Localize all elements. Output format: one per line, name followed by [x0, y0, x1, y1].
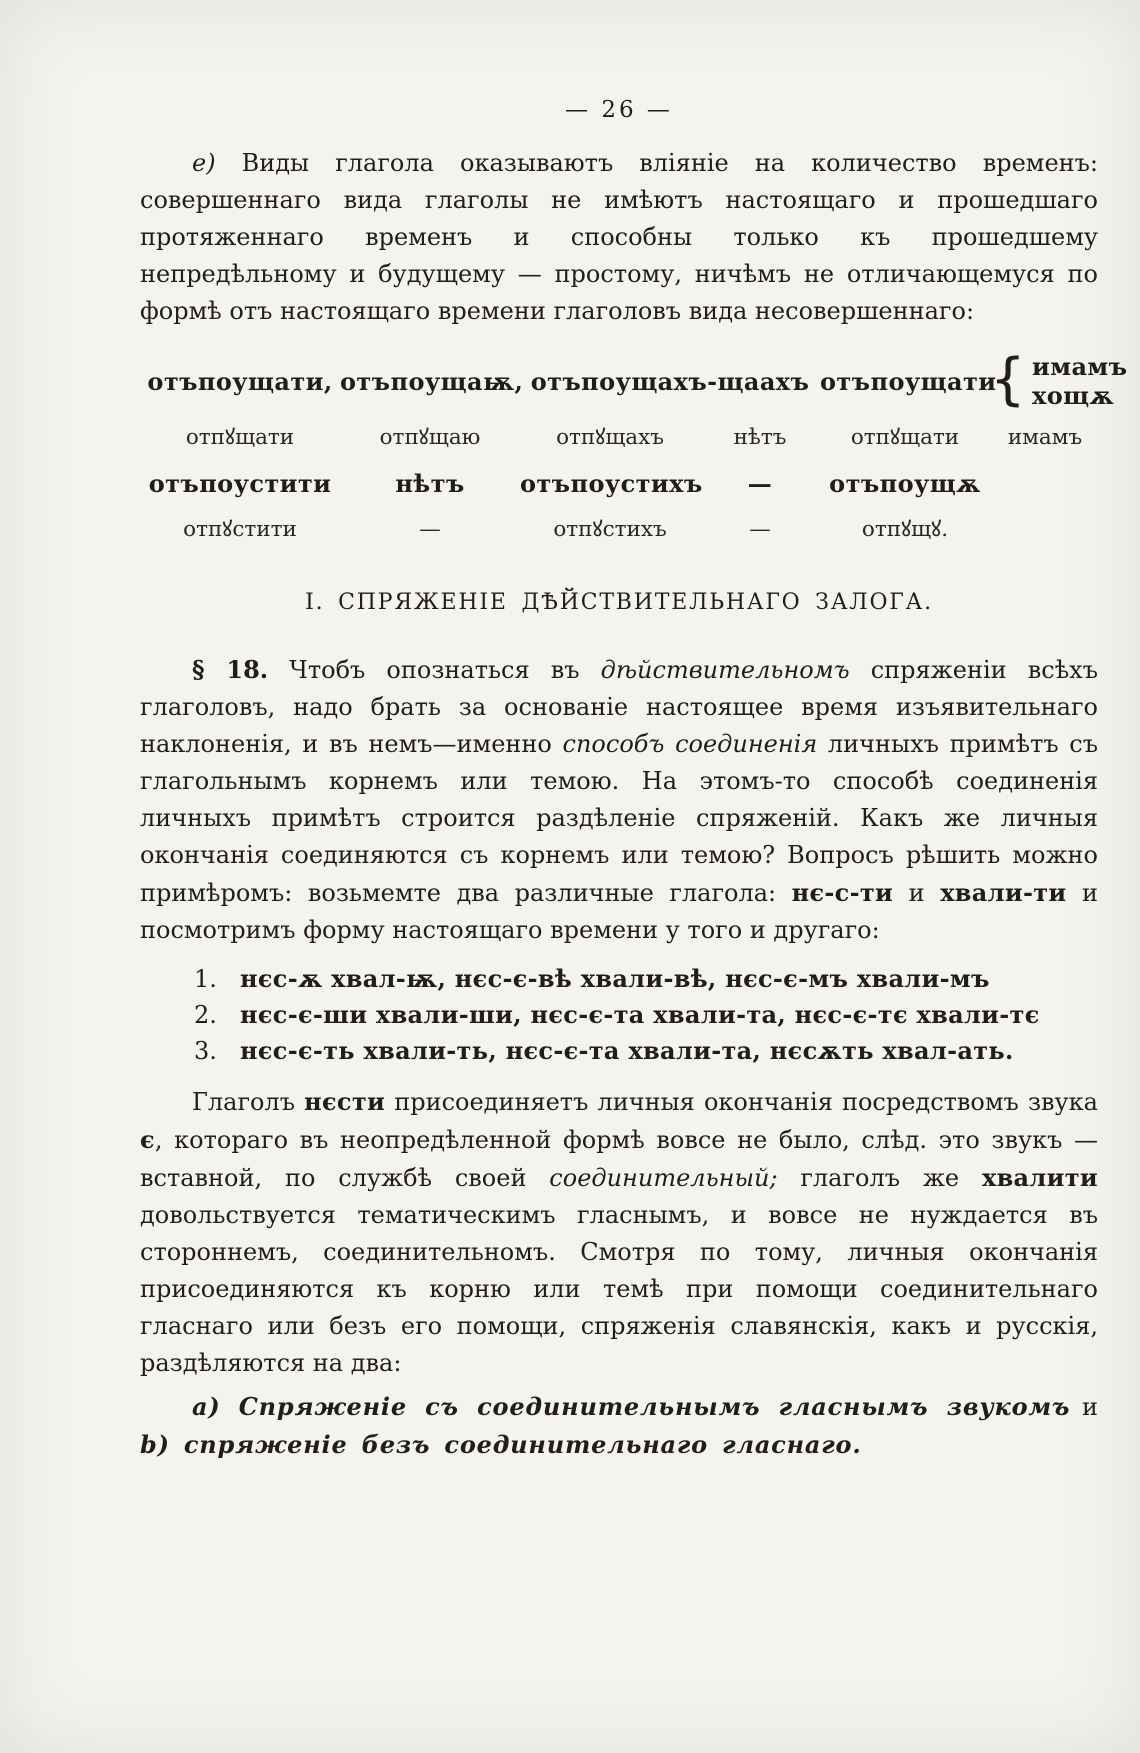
- paradigm-table: [140, 346, 1128, 548]
- text-run: и: [893, 879, 941, 907]
- text-run: глаголъ же: [777, 1164, 982, 1192]
- paradigm-cell: отъпоущаѭ,: [340, 366, 524, 396]
- paradigm-cell: отпꙋщати: [185, 425, 295, 450]
- paragraph-marker: е): [192, 149, 216, 177]
- paragraph-verb-aspects: [140, 145, 1098, 330]
- section-heading: I. СПРЯЖЕНІЕ ДѢЙСТВИТЕЛЬНАГО ЗАЛОГА.: [305, 590, 933, 615]
- paradigm-cell: отпꙋстити: [183, 517, 297, 542]
- text-run: спряженіи всѣхъ глаголовъ, надо брать за основаніе настоящее время изъявительнаго наклоненія, и въ немъ—именно: [140, 656, 1098, 758]
- text-run: Виды глагола оказываютъ вліяніе на количество временъ: совершеннаго вида глаголы не имѣютъ настоящаго и прошедшаго протяженнаго временъ и способны только къ прошедшему непредѣльному и будущему — простому, ничѣмъ не отличающемуся по формѣ отъ настоящаго времени глаголовъ вида несовершеннаго:: [140, 149, 1098, 325]
- paradigm-cell: —: [747, 469, 773, 498]
- paragraph-18: [140, 651, 1098, 949]
- church-slavonic-term: хвалити: [981, 1163, 1098, 1192]
- emphasis-text: соединительный;: [549, 1164, 778, 1192]
- church-slavonic-term: нєсти: [304, 1087, 386, 1116]
- text-run: личныхъ примѣтъ съ глагольнымъ корнемъ или темою. На этомъ-то способѣ соединенія личныхъ примѣтъ строится раздѣленіе спряженій. Какъ же личныя окончанія соединяются съ корнемъ или темою? Вопросъ рѣшить можно примѣромъ: возьмемте два различные глагола:: [140, 730, 1098, 907]
- conjugation-forms: нєс-є-ть хвали-ть, нєс-є-та хвали-та, нєсѫть хвал-ать.: [240, 1036, 1014, 1065]
- paragraph-conclusion: [140, 1388, 1098, 1463]
- church-slavonic-term: хвали-ти: [940, 878, 1067, 907]
- text-run: присоединяетъ личныя окончанія посредствомъ звука: [385, 1088, 1098, 1116]
- text-run: довольствуется тематическимъ гласнымъ, и вовсе не нуждается въ стороннемъ, соединительномъ. Смотря по тому, личныя окончанія присоединяются къ корню или темѣ при помощи соединительнаго гласнаго или безъ его помощи, спряженія славянскія, какъ и русскія, раздѣляются на два:: [140, 1201, 1098, 1377]
- paradigm-cell: отъпоущахъ-щаахъ: [530, 366, 810, 396]
- paradigm-cell: отъпоущати,: [147, 366, 333, 396]
- emphasis-text: способъ соединенія: [562, 730, 818, 758]
- section-marker: § 18.: [192, 655, 269, 684]
- conclusion-item-b: b) спряженіе безъ соединительнаго гласнаго.: [140, 1430, 862, 1459]
- conjugation-forms: нєс-ѫ хвал-ѭ, нєс-є-вѣ хвали-вѣ, нєс-є-мъ хвали-мъ: [240, 964, 990, 993]
- paradigm-cell: отпꙋщаю: [379, 425, 481, 450]
- church-slavonic-term: нє-с-ти: [791, 878, 894, 907]
- conjugation-forms: нєс-є-ши хвали-ши, нєс-є-та хвали-та, нєс-є-тє хвали-тє: [240, 1000, 1040, 1029]
- brace-stack: [1032, 352, 1127, 410]
- text-run: Глаголъ: [192, 1088, 305, 1116]
- conjugation-list: [194, 961, 1098, 1069]
- conjunction: и: [1070, 1393, 1098, 1421]
- conjugation-row: [194, 997, 1098, 1033]
- brace-icon: {: [990, 346, 1027, 412]
- emphasis-text: дѣйствительномъ: [600, 656, 850, 684]
- paradigm-cell: нѣтъ: [395, 469, 465, 498]
- paragraph-nesti: [140, 1083, 1098, 1382]
- conjugation-row: [194, 1033, 1098, 1069]
- text-run: , котораго въ неопредѣленной формѣ вовсе не было, слѣд. это звукъ — вставной, по службѣ своей: [140, 1126, 1098, 1192]
- church-slavonic-term: є: [140, 1125, 155, 1154]
- row-number: 1.: [194, 965, 217, 993]
- paradigm-cell: отпꙋстихъ: [553, 517, 667, 542]
- paradigm-cell: отъпоустихъ: [520, 469, 703, 498]
- text-run: и посмотримъ форму настоящаго времени у того и другаго:: [140, 879, 1098, 944]
- row-number: 2.: [194, 1001, 217, 1029]
- paradigm-cell: —: [749, 517, 771, 542]
- page-number: — 26 —: [565, 97, 673, 123]
- paradigm-cell: нѣтъ: [733, 425, 787, 450]
- conjugation-row: [194, 961, 1098, 997]
- paradigm-cell: отъпоущати: [820, 366, 997, 396]
- brace-group: [990, 346, 1128, 412]
- text-run: Чтобъ опознаться въ: [268, 656, 601, 684]
- paradigm-cell: имамъ: [1007, 425, 1083, 450]
- paradigm-cell: отъпоустити: [148, 469, 332, 498]
- paradigm-cell: отпꙋщꙋ.: [861, 517, 949, 542]
- paradigm-cell: имамъ: [1032, 352, 1128, 381]
- paradigm-cell: отъпоущѫ: [829, 469, 981, 498]
- conclusion-item-a: а) Спряженіе съ соединительнымъ гласнымъ звукомъ: [192, 1392, 1071, 1421]
- row-number: 3.: [194, 1037, 217, 1065]
- paradigm-cell: отпꙋщахъ: [556, 425, 664, 450]
- paradigm-cell: хощѫ: [1032, 381, 1115, 410]
- paradigm-cell: отпꙋщати: [850, 425, 960, 450]
- paradigm-cell: —: [419, 517, 441, 542]
